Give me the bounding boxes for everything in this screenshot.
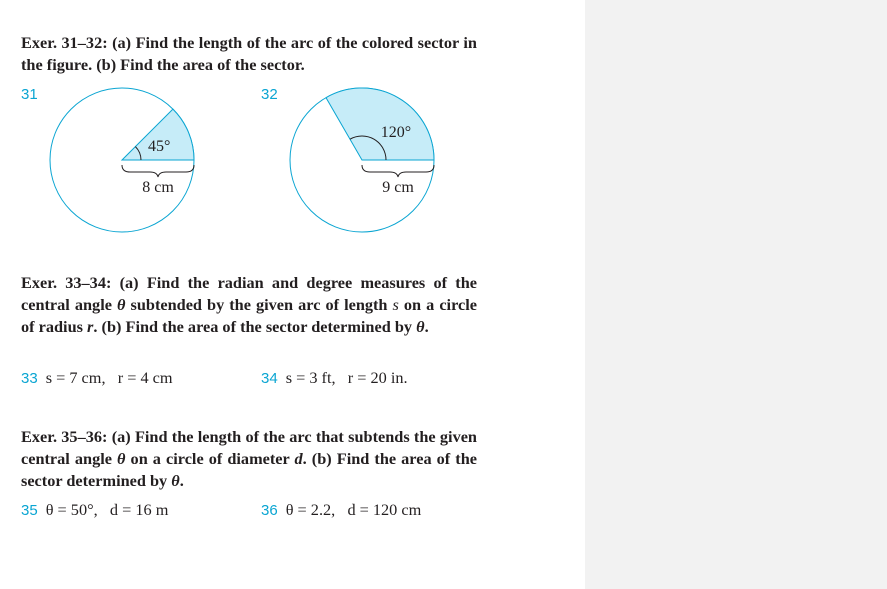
exercise-number-32: 32 xyxy=(261,86,278,103)
angle-label-32: 120° xyxy=(380,124,412,141)
exercise-number-33: 33 xyxy=(21,370,38,387)
exercise-34 xyxy=(261,368,408,388)
instructions-31-32: Exer. 31–32: (a) Find the length of the arc of the colored sector in the figure. (b) Find the area of the sector. xyxy=(21,33,477,74)
radius-label-32: 9 cm xyxy=(382,179,414,196)
exercise-33 xyxy=(21,368,173,388)
instructions-33-34: Exer. 33–34: (a) Find the radian and degree measures of the central angle θ subtended by the given arc of length s on a circle of radius r. (b) Find the area of the sector determined by θ. xyxy=(21,273,477,336)
radius-label-31: 8 cm xyxy=(142,179,174,196)
exercise-35-text: θ = 50°, d = 16 m xyxy=(45,500,169,519)
exercise-number-36: 36 xyxy=(261,502,278,519)
exercise-number-34: 34 xyxy=(261,370,278,387)
right-blank-panel xyxy=(585,0,887,589)
exercise-36 xyxy=(261,500,421,520)
angle-label-31: 45° xyxy=(148,138,171,155)
exercise-number-31: 31 xyxy=(21,86,38,103)
exercise-34-text: s = 3 ft, r = 20 in. xyxy=(285,368,408,387)
exercise-number-35: 35 xyxy=(21,502,38,519)
instructions-35-36: Exer. 35–36: (a) Find the length of the arc that subtends the given central angle θ on a circle of diameter d. (b) Find the area of the sector determined by θ. xyxy=(21,427,477,490)
brace-32 xyxy=(362,165,434,177)
figure-32-sector-diagram xyxy=(0,0,480,260)
exercise-33-text: s = 7 cm, r = 4 cm xyxy=(45,368,173,387)
exercise-35 xyxy=(21,500,168,520)
exercise-36-text: θ = 2.2, d = 120 cm xyxy=(285,500,422,519)
